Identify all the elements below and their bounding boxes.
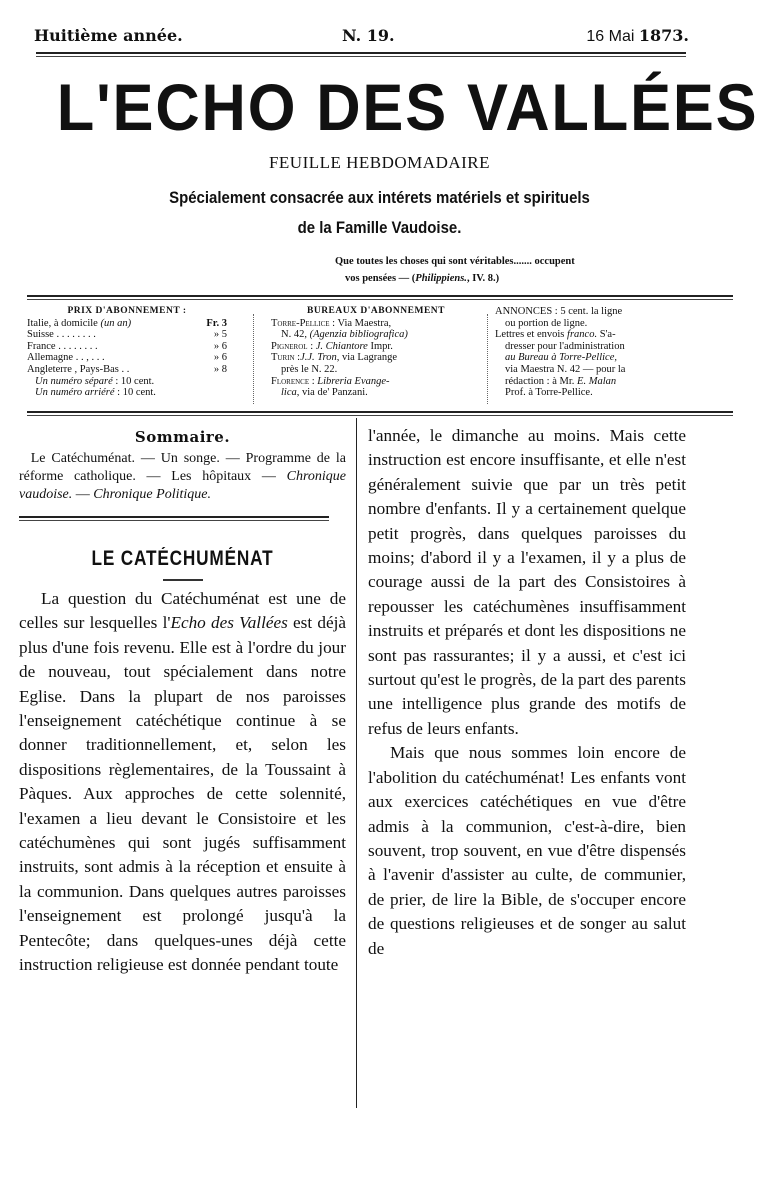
article-body-right bbox=[368, 424, 686, 961]
bureau-after: Impr. bbox=[370, 340, 393, 352]
bureau-entry bbox=[271, 352, 481, 364]
column-divider bbox=[356, 418, 357, 1108]
article-paragraph bbox=[19, 587, 346, 978]
price-label: Suisse . . . . . . . . bbox=[27, 329, 96, 341]
bureau-city: Torre-Pellice bbox=[271, 317, 330, 329]
bureau-agent: Libreria Evange- bbox=[317, 375, 390, 387]
subtitle-family: de la Famille Vaudoise. bbox=[297, 218, 462, 237]
price-row bbox=[27, 318, 227, 330]
bureau-number: N. 42, bbox=[281, 329, 307, 341]
announcements-column bbox=[495, 306, 725, 399]
bureau-agency: (Agenzia bibliografica) bbox=[309, 329, 408, 341]
price-row bbox=[27, 341, 227, 353]
epigraph-line-2 bbox=[335, 270, 715, 287]
volume-year: Huitième année. bbox=[34, 26, 183, 45]
price-label: France . . . . . . . . bbox=[27, 340, 98, 352]
sommaire-rule bbox=[19, 516, 329, 521]
subtitle-dedication: Spécialement consacrée aux intérets matériels et spirituels bbox=[169, 188, 590, 207]
price-row bbox=[27, 364, 227, 376]
price-value: » 6 bbox=[213, 352, 227, 364]
announcements-rate: ANNONCES : 5 cent. la ligne bbox=[495, 306, 623, 317]
price-label: Italie, à domicile bbox=[27, 317, 98, 329]
bureaus-heading: BUREAUX D'ABONNEMENT bbox=[307, 306, 445, 316]
bureau-entry-cont: près le N. 22. bbox=[281, 363, 338, 375]
epigraph-line-1: Que toutes les choses qui sont véritables....... occupent bbox=[335, 256, 575, 267]
bureau-sep: : bbox=[310, 340, 314, 352]
article-paragraph: Mais que nous sommes loin encore de l'abolition du catéchuménat! Les enfants vont aux exercices catéchétiques en vue d'être admis à la communion, c'est-à-dire, bien souvent, trop souvent, en vue d'être dispensés à l'avenir d'assister au culte, de communier, de prier, de lire la Bible, de s'occuper encore de questions religieuses et de songer au salut de bbox=[368, 743, 686, 958]
price-value: » 8 bbox=[213, 363, 227, 375]
issue-number: N. 19. bbox=[342, 26, 395, 45]
title-ornament bbox=[163, 579, 203, 581]
announcements-rate-cont: ou portion de ligne. bbox=[505, 317, 588, 329]
bureau-agent-cont: lica bbox=[281, 387, 297, 399]
paragraph-text: La question du Catéchuménat est une de celles sur lesquelles l' bbox=[19, 589, 346, 633]
letters-note bbox=[495, 329, 725, 341]
prices-heading: PRIX D'ABONNEMENT : bbox=[67, 306, 187, 316]
price-value: » 6 bbox=[213, 340, 227, 352]
bureau-sep: : bbox=[297, 352, 301, 364]
single-issue-value: : 10 cent. bbox=[115, 375, 155, 387]
bureau-entry bbox=[271, 341, 481, 353]
sommaire-text bbox=[19, 450, 346, 504]
price-value: » 5 bbox=[213, 329, 227, 341]
bureau-entry bbox=[271, 318, 481, 330]
bureau-after: , via Lagrange bbox=[336, 352, 398, 364]
column-separator bbox=[253, 314, 260, 404]
epigraph-reference: Philippiens. bbox=[415, 273, 467, 284]
issue-date-day-month: 16 Mai bbox=[586, 28, 635, 45]
right-column bbox=[368, 424, 686, 961]
prices-column bbox=[27, 306, 227, 399]
redaction-prefix: rédaction : à Mr. bbox=[505, 375, 575, 387]
letters-prefix: Lettres et envois bbox=[495, 329, 565, 341]
bureau-city: Pignerol bbox=[271, 340, 308, 352]
bureau-address-cont: , via de' Panzani. bbox=[296, 387, 368, 399]
epigraph bbox=[335, 253, 715, 287]
article-paragraph-cont: l'année, le dimanche au moins. Mais cette instruction est encore insuffisante, et elle n'est généralement suivie que par un très petit nombre d'enfants. Il y a certainement quelque petit progrès, dans quelques paroisses du moins; d'abord il y a l'examen, il y a plus de courage aussi de la part des Consistoires à repousser les catéchumènes insuffisamment instruits et préparés et dont les dispositions ne sont pas rassurantes; il y a aussi, et c'est ici surtout qu'est le progrès, de la part des parents une intelligence plus grande des motifs de refus de leurs enfants. bbox=[368, 426, 686, 738]
editor-location: Prof. à Torre-Pellice. bbox=[505, 387, 593, 399]
admin-address: dresser pour l'administration bbox=[505, 340, 625, 352]
epigraph-suffix: , IV. 8.) bbox=[466, 273, 500, 284]
back-issue-price bbox=[27, 387, 227, 399]
masthead-bar bbox=[34, 26, 689, 48]
bureau-entry-cont bbox=[271, 387, 481, 399]
back-issue-value: : 10 cent. bbox=[117, 387, 156, 399]
price-label: Allemagne . . , . . . bbox=[27, 352, 105, 364]
sommaire-items: Le Catéchuménat. — Un songe. — Programme de la réforme catholique. — Les hôpitaux — bbox=[19, 451, 346, 484]
price-label: Angleterre , Pays-Bas . . bbox=[27, 363, 130, 375]
sommaire-title: Sommaire. bbox=[134, 428, 231, 446]
bureau-agent: J.J. Tron bbox=[300, 352, 337, 364]
sommaire-chronique-politique: Chronique Politique. bbox=[93, 487, 211, 502]
article-body-left bbox=[19, 587, 346, 978]
left-column bbox=[19, 424, 346, 978]
letters-franco: franco. bbox=[567, 329, 598, 341]
back-issue-label: Un numéro arriéré bbox=[35, 387, 115, 399]
bureau-sep: : bbox=[311, 375, 315, 387]
newspaper-title: L'ECHO DES VALLÉES bbox=[56, 70, 759, 144]
sommaire-dash: — bbox=[72, 487, 94, 502]
admin-street: via Maestra N. 42 — pour la bbox=[505, 363, 626, 375]
info-top-rule bbox=[27, 295, 733, 300]
sommaire-chronique-vaudoise: Chronique vaudoise. bbox=[19, 469, 346, 502]
price-row bbox=[27, 329, 227, 341]
bureau-address: : Via Maestra, bbox=[332, 317, 392, 329]
bureau-city: Turin bbox=[271, 352, 295, 364]
column-separator bbox=[487, 314, 494, 404]
price-note: (un an) bbox=[100, 317, 132, 329]
paper-name-italic: Echo des Vallées bbox=[170, 613, 288, 633]
price-row bbox=[27, 352, 227, 364]
issue-date-year: 1873. bbox=[638, 26, 689, 45]
admin-bureau bbox=[495, 352, 725, 364]
bureau-city: Florence bbox=[271, 375, 310, 387]
epigraph-prefix: vos pensées — ( bbox=[345, 273, 416, 284]
price-value: Fr. 3 bbox=[206, 317, 227, 329]
info-bottom-rule bbox=[27, 411, 733, 416]
issue-date bbox=[586, 26, 689, 46]
redaction-line bbox=[495, 376, 725, 388]
single-issue-price bbox=[27, 376, 227, 388]
editor-name: E. Malan bbox=[577, 375, 617, 387]
bureau-agent: J. Chiantore bbox=[315, 340, 368, 352]
paragraph-text: est déjà plus d'une fois revenu. Elle est à l'ordre du jour de nouveau, tout spécialement dans notre Eglise. Dans la plupart de nos paroisses l'enseignement catéchétique continue à se donner traditionnellement, et, selon les dispositions règlementaires, de la Toussaint à Pàques. Aux approches de cette solennité, l'examen a lieu devant le Consistoire et les catéchumènes qui sont jugés suffisamment instruits, sont admis à la réception et ensuite à la communion. Dans quelques autres paroisses l'enseignement est prolongé jusqu'à la Pentecôte; dans quelques-unes déjà cette instruction religieuse est donnée pendant toute bbox=[19, 613, 346, 975]
subtitle-weekly: FEUILLE HEBDOMADAIRE bbox=[268, 153, 491, 172]
admin-bureau-text: au Bureau à Torre-Pellice, bbox=[505, 352, 617, 364]
bureau-entry bbox=[271, 376, 481, 388]
bureaus-column bbox=[271, 306, 481, 399]
article-title: LE CATÉCHUMÉNAT bbox=[91, 547, 274, 570]
single-issue-label: Un numéro séparé bbox=[35, 375, 113, 387]
bureau-entry-cont bbox=[271, 329, 481, 341]
letters-suffix: S'a- bbox=[599, 329, 616, 341]
masthead-rule bbox=[36, 52, 686, 57]
